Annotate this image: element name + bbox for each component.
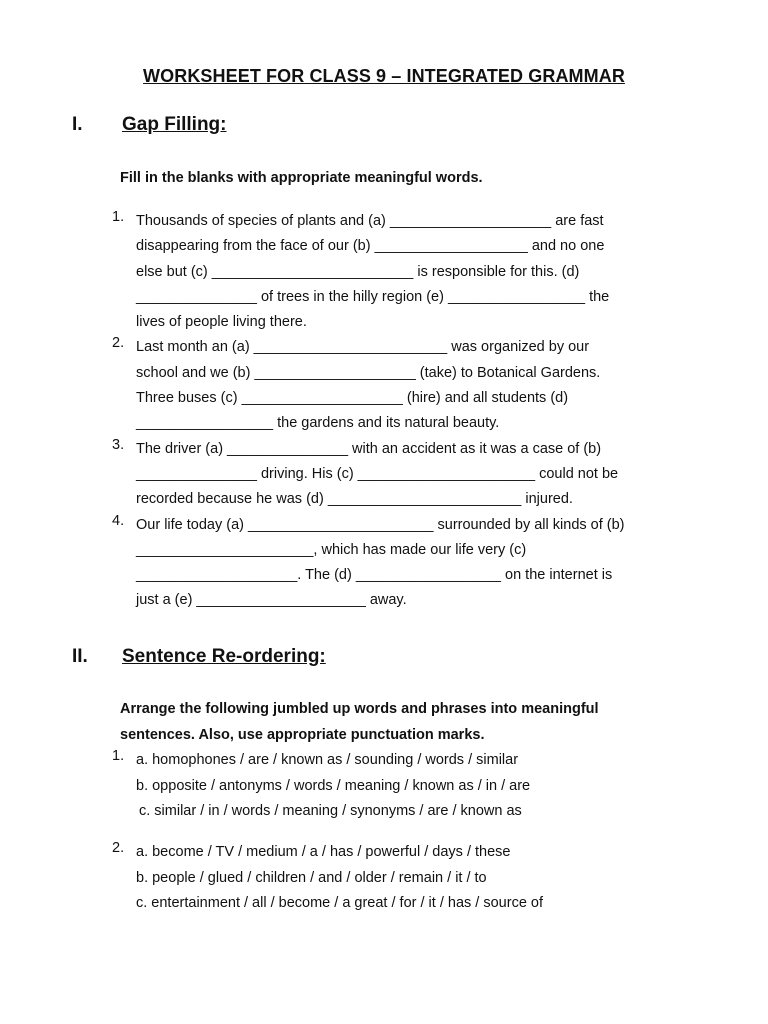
question-line: Last month an (a) ________________________ was organized by our	[136, 339, 590, 356]
question-line: c. entertainment / all / become / a great / for / it / has / source of	[136, 895, 543, 911]
question-line: b. opposite / antonyms / words / meaning / known as / in / are	[136, 777, 531, 794]
gap-filling-instruction: Fill in the blanks with appropriate meaningful words.	[120, 170, 483, 186]
worksheet-title: WORKSHEET FOR CLASS 9 – INTEGRATED GRAMMAR	[143, 66, 625, 86]
question-line: a. become / TV / medium / a / has / powerful / days / these	[136, 844, 511, 860]
section-title: Gap Filling:	[122, 114, 227, 135]
reordering-question-1	[112, 748, 672, 825]
question-1	[112, 209, 682, 335]
gap-filling-questions	[112, 209, 682, 614]
question-line: Thousands of species of plants and (a) ____________________ are fast	[136, 213, 604, 229]
question-line: ____________________. The (d) __________________ on the internet is	[136, 567, 613, 584]
question-line: ______________________, which has made our life very (c)	[136, 541, 527, 558]
question-3	[112, 437, 682, 513]
instruction-line: sentences. Also, use appropriate punctuation marks.	[120, 726, 485, 743]
question-line: b. people / glued / children / and / older / remain / it / to	[136, 869, 487, 886]
section-gap-filling-heading	[72, 114, 227, 136]
question-2	[112, 840, 672, 917]
question-line: disappearing from the face of our (b) ___________________ and no one	[136, 238, 605, 255]
question-number: 4.	[112, 512, 125, 529]
question-line: else but (c) _________________________ is responsible for this. (d)	[136, 263, 580, 280]
question-number: 1.	[112, 748, 125, 764]
question-number: 2.	[112, 335, 125, 352]
question-line: just a (e) _____________________ away.	[136, 592, 407, 609]
question-number: 2.	[112, 840, 125, 856]
reordering-instruction	[120, 697, 650, 748]
section-number: I.	[72, 114, 83, 135]
section-reordering-heading	[72, 646, 326, 668]
question-line: a. homophones / are / known as / sounding / words / similar	[136, 752, 519, 768]
reordering-question-2	[112, 840, 672, 917]
question-line: _________________ the gardens and its natural beauty.	[136, 415, 500, 432]
question-line: The driver (a) _______________ with an accident as it was a case of (b)	[136, 440, 602, 457]
question-line: Three buses (c) ____________________ (hire) and all students (d)	[136, 390, 569, 407]
question-2	[112, 335, 682, 436]
section-title: Sentence Re-ordering:	[122, 646, 326, 667]
question-4	[112, 513, 682, 614]
section-number: II.	[72, 646, 88, 667]
question-line: lives of people living there.	[136, 314, 307, 331]
question-number: 1.	[112, 209, 125, 225]
question-line: Our life today (a) _______________________ surrounded by all kinds of (b)	[136, 516, 625, 533]
question-line: recorded because he was (d) ________________________ injured.	[136, 491, 573, 508]
instruction-line: Arrange the following jumbled up words and phrases into meaningful	[120, 701, 599, 717]
question-number: 3.	[112, 436, 125, 453]
question-line: _______________ of trees in the hilly region (e) _________________ the	[136, 288, 610, 305]
question-1	[112, 748, 672, 825]
question-line: c. similar / in / words / meaning / synonyms / are / known as	[139, 803, 522, 819]
question-line: _______________ driving. His (c) ______________________ could not be	[136, 465, 619, 482]
question-line: school and we (b) ____________________ (take) to Botanical Gardens.	[136, 364, 601, 381]
